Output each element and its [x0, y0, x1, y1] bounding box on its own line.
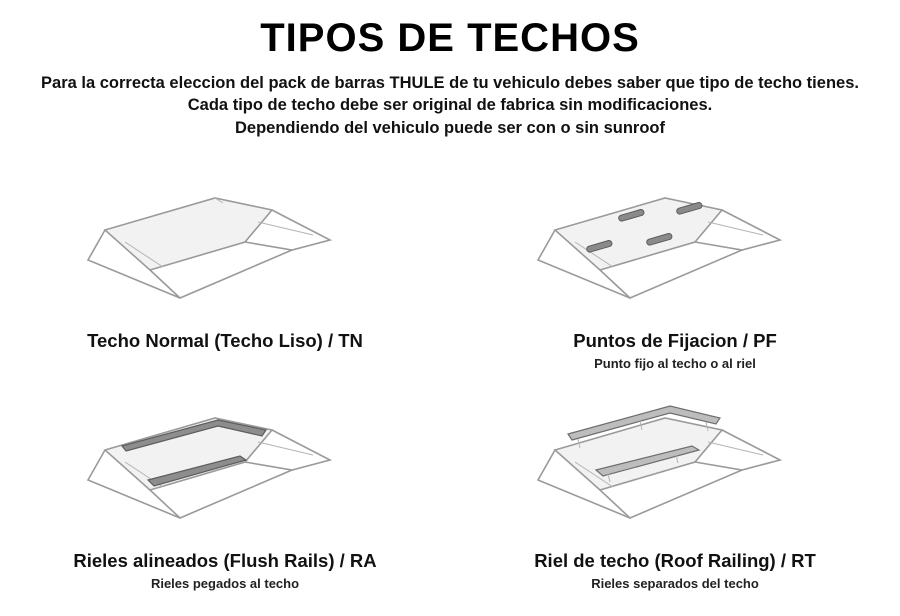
intro-line-3: Dependiendo del vehiculo puede ser con o sin sunroof: [235, 118, 665, 137]
roof-type-card-pf: [450, 164, 900, 384]
car-roof-raised-railing-icon: [480, 390, 870, 540]
roof-type-note-ra: Rieles pegados al techo: [150, 576, 300, 591]
car-roof-fixpoints-icon: [480, 170, 870, 320]
roof-type-card-tn: [0, 164, 450, 384]
roof-type-note-pf: Punto fijo al techo o al riel: [594, 356, 756, 371]
roof-type-note-rt: Rieles separados del techo: [591, 576, 759, 591]
car-roof-flush-rails-icon: [30, 390, 420, 540]
intro-line-1: Para la correcta eleccion del pack de barras THULE de tu vehiculo debes saber que tipo de techo tienes.: [41, 74, 859, 92]
page-title: TIPOS DE TECHOS: [260, 16, 640, 60]
roof-type-caption-ra: Rieles alineados (Flush Rails) / RA: [73, 550, 377, 571]
intro-line-2: Cada tipo de techo debe ser original de fabrica sin modificaciones.: [187, 96, 713, 115]
roof-type-caption-tn: Techo Normal (Techo Liso) / TN: [87, 330, 363, 351]
roof-type-card-rt: [450, 384, 900, 604]
intro-text: [0, 72, 900, 139]
roof-type-card-ra: [0, 384, 450, 604]
roof-type-caption-rt: Riel de techo (Roof Railing) / RT: [534, 550, 816, 571]
poster-root: [0, 16, 900, 616]
roof-types-grid: [0, 164, 900, 604]
roof-type-caption-pf: Puntos de Fijacion / PF: [573, 330, 777, 351]
car-roof-plain-icon: [30, 170, 420, 320]
